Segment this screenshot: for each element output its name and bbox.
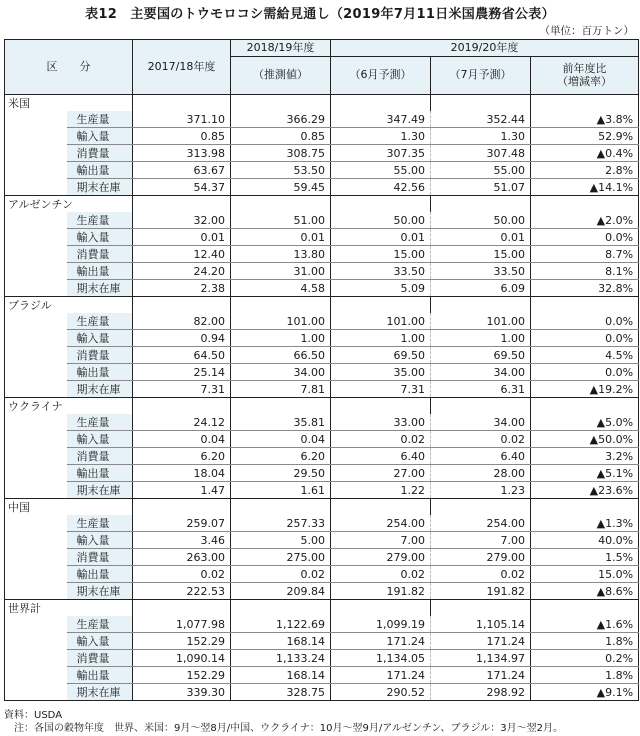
row-label: 期末在庫 bbox=[67, 583, 133, 600]
table-row bbox=[5, 280, 639, 297]
category-blank-cell bbox=[431, 600, 531, 617]
value-cell: 31.00 bbox=[231, 263, 331, 280]
table-row bbox=[5, 515, 639, 532]
value-cell: 191.82 bbox=[331, 583, 431, 600]
value-cell: 1.00 bbox=[231, 330, 331, 347]
value-cell: 6.09 bbox=[431, 280, 531, 297]
indent-cell bbox=[5, 330, 67, 347]
value-cell: 1,134.97 bbox=[431, 650, 531, 667]
value-cell: 1.00 bbox=[431, 330, 531, 347]
category-row bbox=[5, 600, 639, 617]
table-row bbox=[5, 616, 639, 633]
table-body bbox=[5, 95, 639, 701]
table-row bbox=[5, 566, 639, 583]
value-cell: 24.20 bbox=[133, 263, 231, 280]
yoy-cell: ▲23.6% bbox=[531, 482, 639, 499]
yoy-cell: ▲2.0% bbox=[531, 212, 639, 229]
category-blank-cell bbox=[331, 95, 431, 112]
value-cell: 27.00 bbox=[331, 465, 431, 482]
value-cell: 1,077.98 bbox=[133, 616, 231, 633]
category-blank-cell bbox=[431, 499, 531, 516]
value-cell: 1,133.24 bbox=[231, 650, 331, 667]
value-cell: 7.31 bbox=[331, 381, 431, 398]
value-cell: 6.20 bbox=[231, 448, 331, 465]
header-2017-18: 2017/18年度 bbox=[133, 40, 231, 95]
indent-cell bbox=[5, 684, 67, 701]
yoy-cell: ▲5.0% bbox=[531, 414, 639, 431]
yoy-cell: ▲3.8% bbox=[531, 111, 639, 128]
indent-cell bbox=[5, 583, 67, 600]
table-row bbox=[5, 364, 639, 381]
table-row bbox=[5, 246, 639, 263]
value-cell: 6.20 bbox=[133, 448, 231, 465]
row-label: 輸入量 bbox=[67, 229, 133, 246]
value-cell: 222.53 bbox=[133, 583, 231, 600]
category-blank-cell bbox=[231, 600, 331, 617]
indent-cell bbox=[5, 313, 67, 330]
yoy-cell: 1.5% bbox=[531, 549, 639, 566]
indent-cell bbox=[5, 482, 67, 499]
category-blank-cell bbox=[133, 196, 231, 213]
value-cell: 18.04 bbox=[133, 465, 231, 482]
category-blank-cell bbox=[231, 196, 331, 213]
row-label: 消費量 bbox=[67, 448, 133, 465]
value-cell: 307.35 bbox=[331, 145, 431, 162]
row-label: 生産量 bbox=[67, 414, 133, 431]
value-cell: 0.01 bbox=[331, 229, 431, 246]
value-cell: 6.40 bbox=[431, 448, 531, 465]
yoy-cell: 32.8% bbox=[531, 280, 639, 297]
table-row bbox=[5, 532, 639, 549]
yoy-cell: 0.2% bbox=[531, 650, 639, 667]
value-cell: 13.80 bbox=[231, 246, 331, 263]
yoy-cell: 0.0% bbox=[531, 313, 639, 330]
yoy-cell: 2.8% bbox=[531, 162, 639, 179]
value-cell: 0.01 bbox=[431, 229, 531, 246]
table-row bbox=[5, 448, 639, 465]
category-blank-cell bbox=[133, 499, 231, 516]
indent-cell bbox=[5, 465, 67, 482]
value-cell: 7.31 bbox=[133, 381, 231, 398]
category-blank-cell bbox=[331, 297, 431, 314]
value-cell: 279.00 bbox=[331, 549, 431, 566]
value-cell: 33.50 bbox=[331, 263, 431, 280]
row-label: 輸出量 bbox=[67, 667, 133, 684]
category-blank-cell bbox=[431, 95, 531, 112]
value-cell: 66.50 bbox=[231, 347, 331, 364]
value-cell: 0.02 bbox=[331, 431, 431, 448]
value-cell: 0.94 bbox=[133, 330, 231, 347]
indent-cell bbox=[5, 162, 67, 179]
value-cell: 308.75 bbox=[231, 145, 331, 162]
footnote: 注：各国の穀物年度 世界、米国：9月～翌8月/中国、ウクライナ：10月～翌9月/アルゼンチン、ブラジル：3月～翌2月。 bbox=[4, 723, 564, 734]
category-blank-cell bbox=[231, 297, 331, 314]
header-2018-19: 2018/19年度 bbox=[231, 40, 331, 57]
row-label: 輸出量 bbox=[67, 162, 133, 179]
value-cell: 34.00 bbox=[231, 364, 331, 381]
indent-cell bbox=[5, 515, 67, 532]
row-label: 期末在庫 bbox=[67, 684, 133, 701]
value-cell: 298.92 bbox=[431, 684, 531, 701]
row-label: 輸入量 bbox=[67, 532, 133, 549]
value-cell: 34.00 bbox=[431, 364, 531, 381]
category-blank-cell bbox=[431, 398, 531, 415]
table-row bbox=[5, 650, 639, 667]
value-cell: 63.67 bbox=[133, 162, 231, 179]
yoy-cell: 8.7% bbox=[531, 246, 639, 263]
header-2019-20: 2019/20年度 bbox=[331, 40, 639, 57]
row-label: 期末在庫 bbox=[67, 381, 133, 398]
value-cell: 347.49 bbox=[331, 111, 431, 128]
indent-cell bbox=[5, 280, 67, 297]
category-row bbox=[5, 95, 639, 112]
value-cell: 50.00 bbox=[431, 212, 531, 229]
value-cell: 339.30 bbox=[133, 684, 231, 701]
value-cell: 50.00 bbox=[331, 212, 431, 229]
yoy-cell: ▲14.1% bbox=[531, 179, 639, 196]
value-cell: 6.31 bbox=[431, 381, 531, 398]
indent-cell bbox=[5, 347, 67, 364]
value-cell: 55.00 bbox=[331, 162, 431, 179]
category-blank-cell bbox=[331, 499, 431, 516]
table-row bbox=[5, 179, 639, 196]
value-cell: 34.00 bbox=[431, 414, 531, 431]
yoy-cell: ▲8.6% bbox=[531, 583, 639, 600]
table-row bbox=[5, 431, 639, 448]
row-label: 消費量 bbox=[67, 145, 133, 162]
row-label: 生産量 bbox=[67, 616, 133, 633]
value-cell: 307.48 bbox=[431, 145, 531, 162]
row-label: 輸出量 bbox=[67, 364, 133, 381]
yoy-cell: 1.8% bbox=[531, 667, 639, 684]
value-cell: 279.00 bbox=[431, 549, 531, 566]
yoy-cell: 52.9% bbox=[531, 128, 639, 145]
yoy-cell: ▲1.3% bbox=[531, 515, 639, 532]
yoy-cell: 0.0% bbox=[531, 229, 639, 246]
value-cell: 1,099.19 bbox=[331, 616, 431, 633]
category-blank-cell bbox=[231, 398, 331, 415]
table-row bbox=[5, 667, 639, 684]
value-cell: 32.00 bbox=[133, 212, 231, 229]
category-row bbox=[5, 297, 639, 314]
yoy-cell: 8.1% bbox=[531, 263, 639, 280]
value-cell: 1,105.14 bbox=[431, 616, 531, 633]
table-title: 表12 主要国のトウモロコシ需給見通し（2019年7月11日米国農務省公表） bbox=[85, 7, 555, 22]
value-cell: 1,090.14 bbox=[133, 650, 231, 667]
table-row bbox=[5, 313, 639, 330]
yoy-cell: ▲1.6% bbox=[531, 616, 639, 633]
yoy-cell: 3.2% bbox=[531, 448, 639, 465]
value-cell: 7.00 bbox=[331, 532, 431, 549]
value-cell: 0.02 bbox=[133, 566, 231, 583]
yoy-cell: 0.0% bbox=[531, 364, 639, 381]
category-blank-cell bbox=[133, 95, 231, 112]
row-label: 輸出量 bbox=[67, 263, 133, 280]
value-cell: 1.30 bbox=[331, 128, 431, 145]
category-name: アルゼンチン bbox=[5, 196, 133, 213]
yoy-cell: ▲50.0% bbox=[531, 431, 639, 448]
indent-cell bbox=[5, 616, 67, 633]
indent-cell bbox=[5, 364, 67, 381]
indent-cell bbox=[5, 128, 67, 145]
indent-cell bbox=[5, 566, 67, 583]
value-cell: 0.04 bbox=[231, 431, 331, 448]
header-july-forecast: （7月予測） bbox=[431, 57, 531, 95]
value-cell: 259.07 bbox=[133, 515, 231, 532]
table-row bbox=[5, 465, 639, 482]
category-name: 米国 bbox=[5, 95, 133, 112]
row-label: 輸入量 bbox=[67, 431, 133, 448]
value-cell: 0.85 bbox=[133, 128, 231, 145]
value-cell: 101.00 bbox=[431, 313, 531, 330]
value-cell: 0.02 bbox=[331, 566, 431, 583]
value-cell: 0.02 bbox=[231, 566, 331, 583]
category-name: 世界計 bbox=[5, 600, 133, 617]
table-row bbox=[5, 330, 639, 347]
row-label: 輸入量 bbox=[67, 128, 133, 145]
indent-cell bbox=[5, 179, 67, 196]
value-cell: 51.00 bbox=[231, 212, 331, 229]
category-name: ウクライナ bbox=[5, 398, 133, 415]
value-cell: 0.85 bbox=[231, 128, 331, 145]
value-cell: 69.50 bbox=[431, 347, 531, 364]
value-cell: 4.58 bbox=[231, 280, 331, 297]
category-blank-cell bbox=[531, 398, 639, 415]
category-blank-cell bbox=[133, 398, 231, 415]
value-cell: 254.00 bbox=[331, 515, 431, 532]
value-cell: 12.40 bbox=[133, 246, 231, 263]
row-label: 生産量 bbox=[67, 212, 133, 229]
yoy-cell: 15.0% bbox=[531, 566, 639, 583]
value-cell: 101.00 bbox=[231, 313, 331, 330]
table-row bbox=[5, 381, 639, 398]
value-cell: 171.24 bbox=[331, 667, 431, 684]
header-yoy bbox=[531, 57, 639, 95]
row-label: 輸入量 bbox=[67, 330, 133, 347]
row-label: 生産量 bbox=[67, 515, 133, 532]
value-cell: 191.82 bbox=[431, 583, 531, 600]
value-cell: 1,122.69 bbox=[231, 616, 331, 633]
row-label: 輸出量 bbox=[67, 465, 133, 482]
value-cell: 371.10 bbox=[133, 111, 231, 128]
value-cell: 171.24 bbox=[431, 667, 531, 684]
value-cell: 6.40 bbox=[331, 448, 431, 465]
yoy-cell: ▲9.1% bbox=[531, 684, 639, 701]
header-category: 区 分 bbox=[5, 40, 133, 95]
category-row bbox=[5, 196, 639, 213]
unit-label: （単位：百万トン） bbox=[539, 25, 634, 37]
value-cell: 352.44 bbox=[431, 111, 531, 128]
value-cell: 51.07 bbox=[431, 179, 531, 196]
value-cell: 0.04 bbox=[133, 431, 231, 448]
indent-cell bbox=[5, 263, 67, 280]
table-row bbox=[5, 162, 639, 179]
value-cell: 25.14 bbox=[133, 364, 231, 381]
value-cell: 290.52 bbox=[331, 684, 431, 701]
row-label: 生産量 bbox=[67, 111, 133, 128]
value-cell: 3.46 bbox=[133, 532, 231, 549]
value-cell: 209.84 bbox=[231, 583, 331, 600]
value-cell: 257.33 bbox=[231, 515, 331, 532]
value-cell: 24.12 bbox=[133, 414, 231, 431]
value-cell: 42.56 bbox=[331, 179, 431, 196]
value-cell: 313.98 bbox=[133, 145, 231, 162]
category-name: 中国 bbox=[5, 499, 133, 516]
row-label: 期末在庫 bbox=[67, 280, 133, 297]
table-row bbox=[5, 145, 639, 162]
table-row bbox=[5, 583, 639, 600]
value-cell: 33.00 bbox=[331, 414, 431, 431]
value-cell: 0.01 bbox=[231, 229, 331, 246]
table-row bbox=[5, 212, 639, 229]
value-cell: 55.00 bbox=[431, 162, 531, 179]
category-blank-cell bbox=[531, 95, 639, 112]
value-cell: 53.50 bbox=[231, 162, 331, 179]
indent-cell bbox=[5, 212, 67, 229]
value-cell: 1.61 bbox=[231, 482, 331, 499]
table-row bbox=[5, 229, 639, 246]
category-blank-cell bbox=[531, 499, 639, 516]
indent-cell bbox=[5, 549, 67, 566]
table-row bbox=[5, 347, 639, 364]
yoy-cell: 4.5% bbox=[531, 347, 639, 364]
table-row bbox=[5, 549, 639, 566]
value-cell: 1.23 bbox=[431, 482, 531, 499]
category-blank-cell bbox=[133, 297, 231, 314]
table-row bbox=[5, 684, 639, 701]
indent-cell bbox=[5, 145, 67, 162]
value-cell: 0.02 bbox=[431, 566, 531, 583]
value-cell: 5.00 bbox=[231, 532, 331, 549]
table-row bbox=[5, 111, 639, 128]
indent-cell bbox=[5, 111, 67, 128]
value-cell: 168.14 bbox=[231, 633, 331, 650]
indent-cell bbox=[5, 431, 67, 448]
value-cell: 263.00 bbox=[133, 549, 231, 566]
value-cell: 2.38 bbox=[133, 280, 231, 297]
value-cell: 28.00 bbox=[431, 465, 531, 482]
indent-cell bbox=[5, 246, 67, 263]
header-yoy-label: 前年度比 bbox=[562, 61, 607, 75]
value-cell: 5.09 bbox=[331, 280, 431, 297]
value-cell: 171.24 bbox=[331, 633, 431, 650]
value-cell: 366.29 bbox=[231, 111, 331, 128]
value-cell: 254.00 bbox=[431, 515, 531, 532]
value-cell: 171.24 bbox=[431, 633, 531, 650]
header-june-forecast: （6月予測） bbox=[331, 57, 431, 95]
row-label: 消費量 bbox=[67, 246, 133, 263]
category-blank-cell bbox=[231, 95, 331, 112]
indent-cell bbox=[5, 414, 67, 431]
row-label: 消費量 bbox=[67, 347, 133, 364]
category-blank-cell bbox=[431, 196, 531, 213]
value-cell: 328.75 bbox=[231, 684, 331, 701]
value-cell: 33.50 bbox=[431, 263, 531, 280]
category-blank-cell bbox=[331, 196, 431, 213]
table-row bbox=[5, 128, 639, 145]
source-note: 資料：USDA bbox=[4, 710, 63, 721]
value-cell: 1.00 bbox=[331, 330, 431, 347]
table-row bbox=[5, 482, 639, 499]
category-blank-cell bbox=[531, 297, 639, 314]
value-cell: 0.01 bbox=[133, 229, 231, 246]
category-blank-cell bbox=[231, 499, 331, 516]
value-cell: 1,134.05 bbox=[331, 650, 431, 667]
category-blank-cell bbox=[331, 398, 431, 415]
yoy-cell: 40.0% bbox=[531, 532, 639, 549]
category-blank-cell bbox=[531, 600, 639, 617]
indent-cell bbox=[5, 229, 67, 246]
header-yoy-sub: （増減率） bbox=[557, 74, 613, 88]
value-cell: 82.00 bbox=[133, 313, 231, 330]
category-row bbox=[5, 398, 639, 415]
table-row bbox=[5, 633, 639, 650]
yoy-cell: ▲5.1% bbox=[531, 465, 639, 482]
category-blank-cell bbox=[431, 297, 531, 314]
indent-cell bbox=[5, 448, 67, 465]
indent-cell bbox=[5, 667, 67, 684]
row-label: 生産量 bbox=[67, 313, 133, 330]
yoy-cell: 1.8% bbox=[531, 633, 639, 650]
category-blank-cell bbox=[133, 600, 231, 617]
row-label: 消費量 bbox=[67, 549, 133, 566]
row-label: 消費量 bbox=[67, 650, 133, 667]
value-cell: 0.02 bbox=[431, 431, 531, 448]
value-cell: 29.50 bbox=[231, 465, 331, 482]
value-cell: 7.00 bbox=[431, 532, 531, 549]
row-label: 期末在庫 bbox=[67, 179, 133, 196]
value-cell: 64.50 bbox=[133, 347, 231, 364]
category-name: ブラジル bbox=[5, 297, 133, 314]
indent-cell bbox=[5, 532, 67, 549]
row-label: 輸入量 bbox=[67, 633, 133, 650]
value-cell: 35.81 bbox=[231, 414, 331, 431]
value-cell: 7.81 bbox=[231, 381, 331, 398]
value-cell: 59.45 bbox=[231, 179, 331, 196]
category-row bbox=[5, 499, 639, 516]
row-label: 輸出量 bbox=[67, 566, 133, 583]
value-cell: 1.22 bbox=[331, 482, 431, 499]
value-cell: 15.00 bbox=[331, 246, 431, 263]
table-row bbox=[5, 263, 639, 280]
value-cell: 152.29 bbox=[133, 633, 231, 650]
value-cell: 54.37 bbox=[133, 179, 231, 196]
indent-cell bbox=[5, 633, 67, 650]
value-cell: 101.00 bbox=[331, 313, 431, 330]
yoy-cell: ▲0.4% bbox=[531, 145, 639, 162]
value-cell: 69.50 bbox=[331, 347, 431, 364]
value-cell: 35.00 bbox=[331, 364, 431, 381]
supply-demand-table bbox=[4, 39, 639, 701]
indent-cell bbox=[5, 650, 67, 667]
value-cell: 168.14 bbox=[231, 667, 331, 684]
header-2018-19-sub: （推測値） bbox=[231, 57, 331, 95]
value-cell: 275.00 bbox=[231, 549, 331, 566]
yoy-cell: ▲19.2% bbox=[531, 381, 639, 398]
table-row bbox=[5, 414, 639, 431]
category-blank-cell bbox=[531, 196, 639, 213]
value-cell: 1.30 bbox=[431, 128, 531, 145]
category-blank-cell bbox=[331, 600, 431, 617]
row-label: 期末在庫 bbox=[67, 482, 133, 499]
value-cell: 1.47 bbox=[133, 482, 231, 499]
value-cell: 15.00 bbox=[431, 246, 531, 263]
value-cell: 152.29 bbox=[133, 667, 231, 684]
indent-cell bbox=[5, 381, 67, 398]
yoy-cell: 0.0% bbox=[531, 330, 639, 347]
